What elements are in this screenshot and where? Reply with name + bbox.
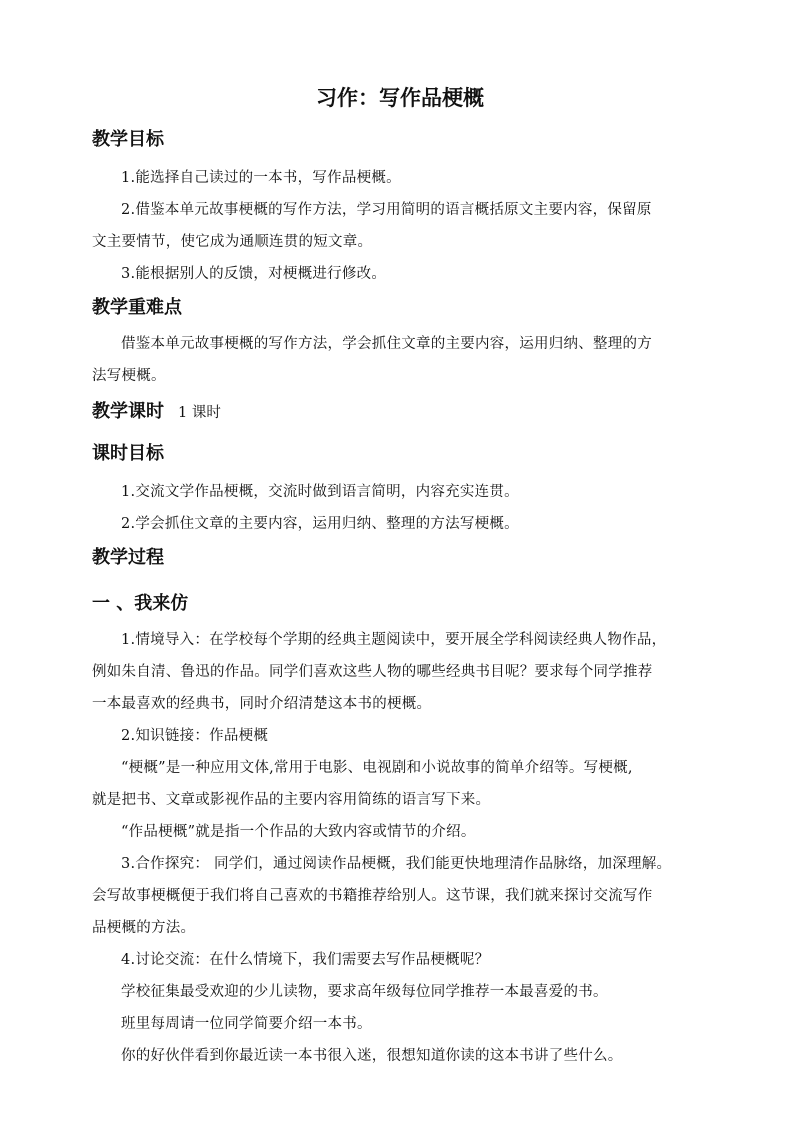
goal-item-1: 1.能选择自己读过的一本书，写作品梗概。 (121, 170, 401, 186)
heading-teaching-process: 教学过程 (92, 547, 164, 568)
class-hours-value: 1 课时 (178, 405, 221, 421)
process-line-6: 就是把书、文章或影视作品的主要内容用简练的语言写下来。 (92, 792, 491, 808)
document-title: 习作：写作品梗概 (316, 86, 484, 110)
class-hours-label: 教学课时 (92, 401, 164, 422)
heading-class-goals: 课时目标 (92, 443, 164, 464)
heading-section-1: 一 、我来仿 (92, 593, 189, 614)
process-line-1: 1.情境导入：在学校每个学期的经典主题阅读中，要开展全学科阅读经典人物作品， (121, 632, 667, 648)
process-line-9: 会写故事梗概便于我们将自己喜欢的书籍推荐给别人。这节课，我们就来探讨交流写作 (92, 888, 653, 904)
process-line-7: “作品梗概”就是指一个作品的大致内容或情节的介绍。 (121, 824, 476, 840)
process-line-12: 学校征集最受欢迎的少儿读物，要求高年级每位同学推荐一本最喜爱的书。 (121, 984, 608, 1000)
process-line-4: 2.知识链接：作品梗概 (121, 728, 269, 744)
process-line-8: 3.合作探究： 同学们，通过阅读作品梗概，我们能更快地理清作品脉络，加深理解。 (121, 856, 672, 872)
process-line-14: 你的好伙伴看到你最近读一本书很入迷，很想知道你读的这本书讲了些什么。 (121, 1048, 623, 1064)
class-goal-item-2: 2.学会抓住文章的主要内容，运用归纳、整理的方法写梗概。 (121, 516, 519, 532)
process-line-2: 例如朱自清、鲁迅的作品。同学们喜欢这些人物的哪些经典书目呢？要求每个同学推荐 (92, 664, 653, 680)
difficulty-line-2: 法写梗概。 (92, 368, 166, 384)
goal-item-2: 2.借鉴本单元故事梗概的写作方法，学习用简明的语言概括原文主要内容，保留原 (121, 202, 652, 218)
heading-teaching-goals: 教学目标 (92, 129, 164, 150)
process-line-11: 4.讨论交流：在什么情境下，我们需要去写作品梗概呢？ (121, 952, 490, 968)
heading-class-hours (92, 398, 221, 427)
difficulty-line-1: 借鉴本单元故事梗概的写作方法，学会抓住文章的主要内容，运用归纳、整理的方 (121, 336, 652, 352)
process-line-10: 品梗概的方法。 (92, 920, 196, 936)
process-line-13: 班里每周请一位同学简要介绍一本书。 (121, 1016, 372, 1032)
goal-item-3: 3.能根据别人的反馈，对梗概进行修改。 (121, 266, 387, 282)
goal-item-2-continued: 文主要情节，使它成为通顺连贯的短文章。 (92, 234, 373, 250)
heading-key-difficulty: 教学重难点 (92, 297, 182, 318)
process-line-3: 一本最喜欢的经典书，同时介绍清楚这本书的梗概。 (92, 696, 432, 712)
class-goal-item-1: 1.交流文学作品梗概，交流时做到语言简明，内容充实连贯。 (121, 484, 519, 500)
process-line-5: “梗概”是一种应用文体,常用于电影、电视剧和小说故事的简单介绍等。写梗概, (121, 760, 633, 776)
